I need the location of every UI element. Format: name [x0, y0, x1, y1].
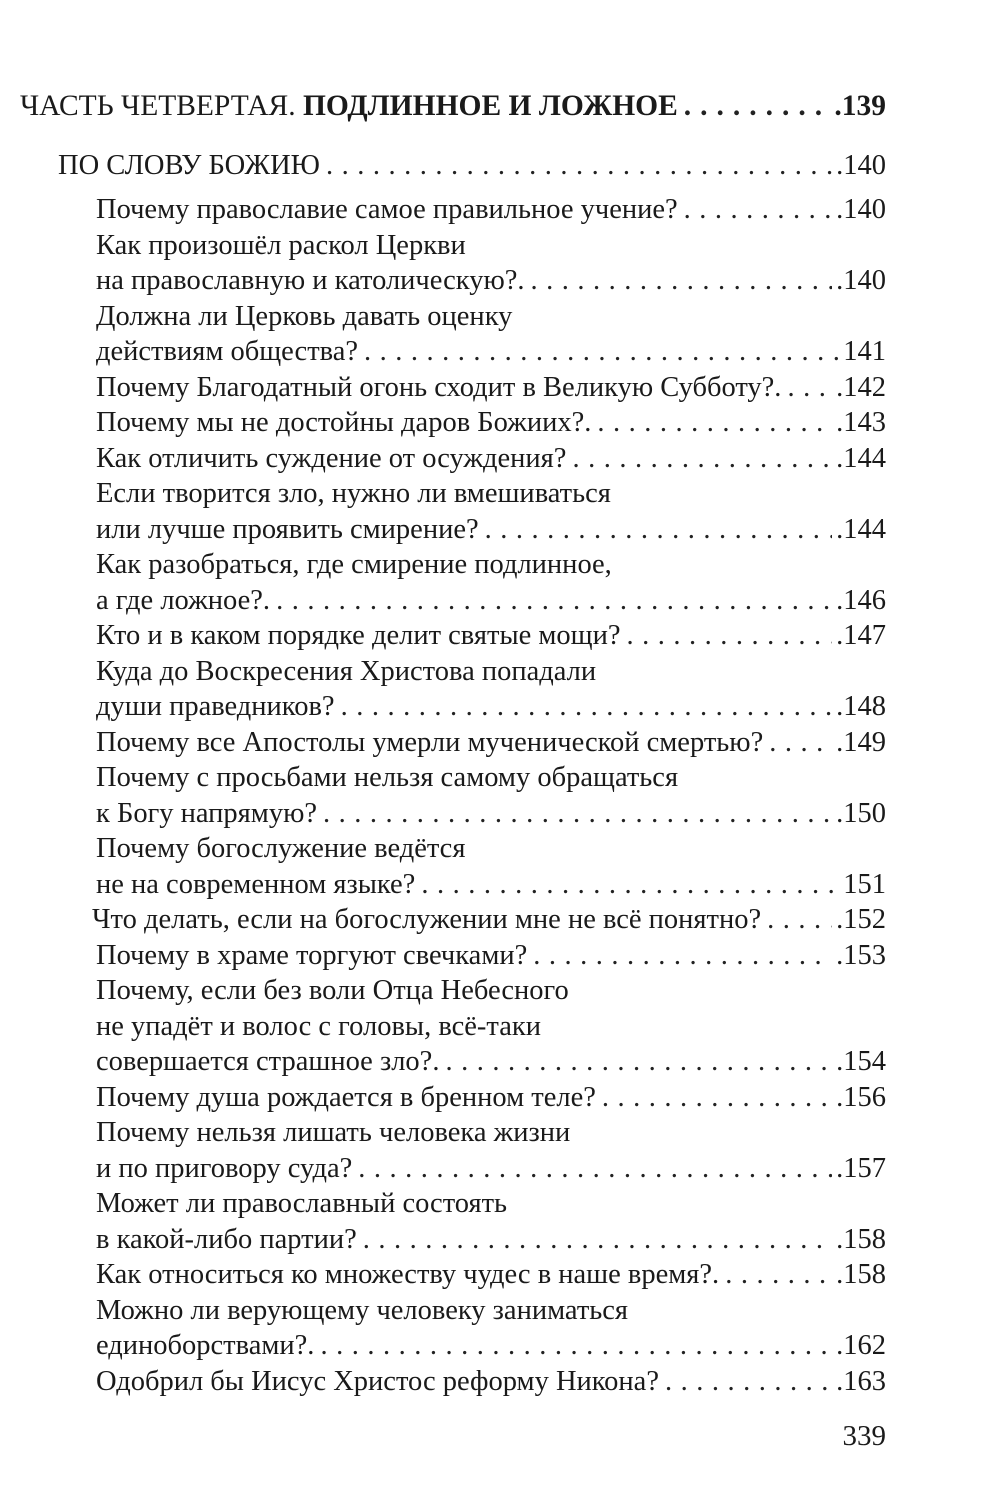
toc-entry-text: на православную и католическую?.	[96, 265, 525, 296]
dot-leader	[725, 1257, 832, 1293]
toc-entry-text: совершается страшное зло?.	[96, 1046, 440, 1077]
dot-leader	[769, 725, 832, 761]
toc-entry-text: Одобрил бы Иисус Христос реформу Никона?	[96, 1365, 659, 1397]
toc-entry-line	[96, 1186, 507, 1222]
toc-entry-line	[96, 725, 886, 761]
dot-leader	[787, 370, 832, 406]
toc-entry-page-number: 141	[843, 336, 886, 367]
toc-entry-line	[96, 760, 678, 796]
toc-entry-text: Почему Благодатный огонь сходит в Великую Субботу?.	[96, 371, 782, 403]
toc-entry-line	[96, 334, 886, 370]
toc-entry-page-number: .144	[836, 513, 886, 545]
toc-entry-line	[96, 867, 886, 903]
dot-leader	[445, 1044, 832, 1080]
toc-entry-line	[96, 1293, 628, 1329]
dot-leader	[364, 334, 839, 370]
dot-leader	[684, 192, 832, 228]
toc-entry-text: Кто и в каком порядке делит святые мощи?	[96, 620, 621, 651]
toc-entry-text: Почему с просьбами нельзя самому обращаться	[96, 762, 679, 793]
toc-entry-page-number: .156	[836, 1081, 886, 1113]
toc-entry-line	[96, 192, 886, 228]
toc-entry-line	[96, 370, 886, 406]
toc-entry-text: Если творится зло, нужно ли вмешиваться	[96, 478, 611, 509]
toc-entry-page-number: 151	[843, 868, 886, 900]
toc-entry-text: Как отличить суждение от осуждения?	[96, 442, 567, 474]
dot-leader	[421, 867, 839, 903]
toc-entry-text: Должна ли Церковь давать оценку	[96, 300, 513, 332]
dot-leader	[531, 263, 833, 299]
toc-entry-line	[96, 973, 569, 1009]
page-folio: 339	[842, 1420, 886, 1452]
part-page-number: .139	[834, 90, 886, 122]
toc-entry-line	[96, 1364, 886, 1400]
toc-entry-page-number: .142	[836, 371, 886, 403]
toc-entry-text: а где ложное?.	[96, 584, 271, 616]
dot-leader	[602, 1080, 832, 1116]
toc-entry-text: души праведников?	[96, 691, 335, 722]
section-title: ПО СЛОВУ БОЖИЮ	[58, 150, 320, 181]
toc-entry-line	[96, 1328, 886, 1364]
toc-entry-page-number: .153	[836, 939, 886, 971]
part-heading	[20, 88, 886, 124]
dot-leader	[533, 938, 832, 974]
toc-entry-text: Может ли православный состоять	[96, 1188, 508, 1219]
dot-leader	[341, 689, 833, 725]
toc-entry-line	[96, 1044, 886, 1080]
toc-entry-page-number: .163	[836, 1365, 886, 1397]
toc-entry-line	[96, 228, 466, 264]
dot-leader	[320, 1328, 832, 1364]
dot-leader	[363, 1222, 832, 1258]
toc-entry-line	[96, 1080, 886, 1116]
toc-entry-text: не на современном языке?	[96, 868, 416, 900]
section-heading	[58, 148, 886, 184]
toc-entry-line	[96, 1257, 886, 1293]
toc-entry-line	[96, 796, 886, 832]
dot-leader	[572, 441, 832, 477]
toc-entry-line	[96, 654, 596, 690]
toc-entry-page-number: .157	[836, 1152, 886, 1184]
section-page-number: .140	[836, 150, 886, 181]
toc-entry-text: и по приговору суда?	[96, 1152, 353, 1184]
toc-entry-line	[96, 512, 886, 548]
toc-entry-page-number: .162	[836, 1330, 886, 1361]
toc-entry-page-number: .144	[836, 442, 886, 474]
part-prefix: ЧАСТЬ ЧЕТВЕРТАЯ.	[20, 90, 303, 122]
dot-leader	[326, 148, 832, 184]
toc-entry-text: не упадёт и волос с головы, всё-таки	[96, 1010, 541, 1042]
toc-entry-text: Что делать, если на богослужении мне не всё понятно?	[92, 904, 762, 935]
dot-leader	[323, 796, 832, 832]
part-heading-text	[20, 88, 678, 124]
toc-entry-line	[96, 618, 886, 654]
toc-entry-text: Почему, если без воли Отца Небесного	[96, 975, 569, 1006]
toc-entry-text: Как относиться ко множеству чудес в наше время?.	[96, 1259, 720, 1290]
dot-leader	[665, 1364, 832, 1400]
dot-leader	[767, 902, 832, 938]
toc-entry-line	[96, 1115, 570, 1151]
toc-entry-page-number: .158	[836, 1259, 886, 1290]
toc-entry-line	[96, 938, 886, 974]
toc-entry-text: Почему душа рождается в бренном теле?	[96, 1081, 596, 1113]
dot-leader	[627, 618, 833, 654]
toc-entry-text: к Богу напрямую?	[96, 797, 318, 829]
toc-entry-text: или лучше проявить смирение?	[96, 513, 479, 545]
toc-entry-text: Почему в храме торгуют свечками?	[96, 939, 528, 971]
toc-entry-text: Почему православие самое правильное учение?	[96, 194, 678, 225]
toc-entry-line	[92, 902, 886, 938]
toc-entry-line	[96, 441, 886, 477]
dot-leader	[597, 405, 832, 441]
toc-entry-line	[96, 263, 886, 299]
toc-entry-text: Куда до Воскресения Христова попадали	[96, 655, 597, 687]
toc-entry-text: Почему нельзя лишать человека жизни	[96, 1117, 571, 1148]
toc-entry-line	[96, 1222, 886, 1258]
toc-entry-line	[96, 1009, 541, 1045]
toc-entry-text: Почему все Апостолы умерли мученической смертью?	[96, 726, 764, 758]
toc-entry-line	[96, 547, 612, 583]
toc-entry-text: Как разобраться, где смирение подлинное,	[96, 549, 612, 580]
toc-entry-text: единоборствами?.	[96, 1330, 315, 1361]
toc-entry-text: Как произошёл раскол Церкви	[96, 229, 466, 261]
toc-entry-page-number: .140	[836, 265, 886, 296]
toc-entry-line	[96, 689, 886, 725]
toc-entry-page-number: .154	[836, 1046, 886, 1077]
dot-leader	[276, 583, 832, 619]
toc-entry-line	[96, 299, 512, 335]
toc-entry-text: Можно ли верующему человеку заниматься	[96, 1294, 629, 1326]
toc-entry-page-number: .148	[836, 691, 886, 722]
toc-entry-text: Почему богослужение ведётся	[96, 833, 466, 864]
toc-entry-line	[96, 405, 886, 441]
toc-entry-page-number: .149	[836, 726, 886, 758]
toc-entry-page-number: .150	[836, 797, 886, 829]
dot-leader	[358, 1151, 832, 1187]
toc-entry-page-number: .143	[836, 407, 886, 438]
toc-entry-line	[96, 476, 611, 512]
part-title: ПОДЛИННОЕ И ЛОЖНОЕ	[302, 90, 678, 122]
toc-entry-page-number: .158	[836, 1223, 886, 1255]
dot-leader	[684, 88, 831, 124]
toc-entry-page-number: .140	[836, 194, 886, 225]
toc-entry-line	[96, 831, 465, 867]
dot-leader	[485, 512, 833, 548]
toc-entry-line	[96, 583, 886, 619]
toc-entry-text: Почему мы не достойны даров Божиих?.	[96, 407, 592, 438]
toc-entry-text: в какой-либо партии?	[96, 1223, 357, 1255]
toc-entry-page-number: .152	[836, 904, 886, 935]
toc-entry-text: действиям общества?	[96, 336, 359, 367]
toc-entry-line	[96, 1151, 886, 1187]
toc-entry-page-number: .146	[836, 584, 886, 616]
toc-entry-page-number: .147	[836, 620, 886, 651]
